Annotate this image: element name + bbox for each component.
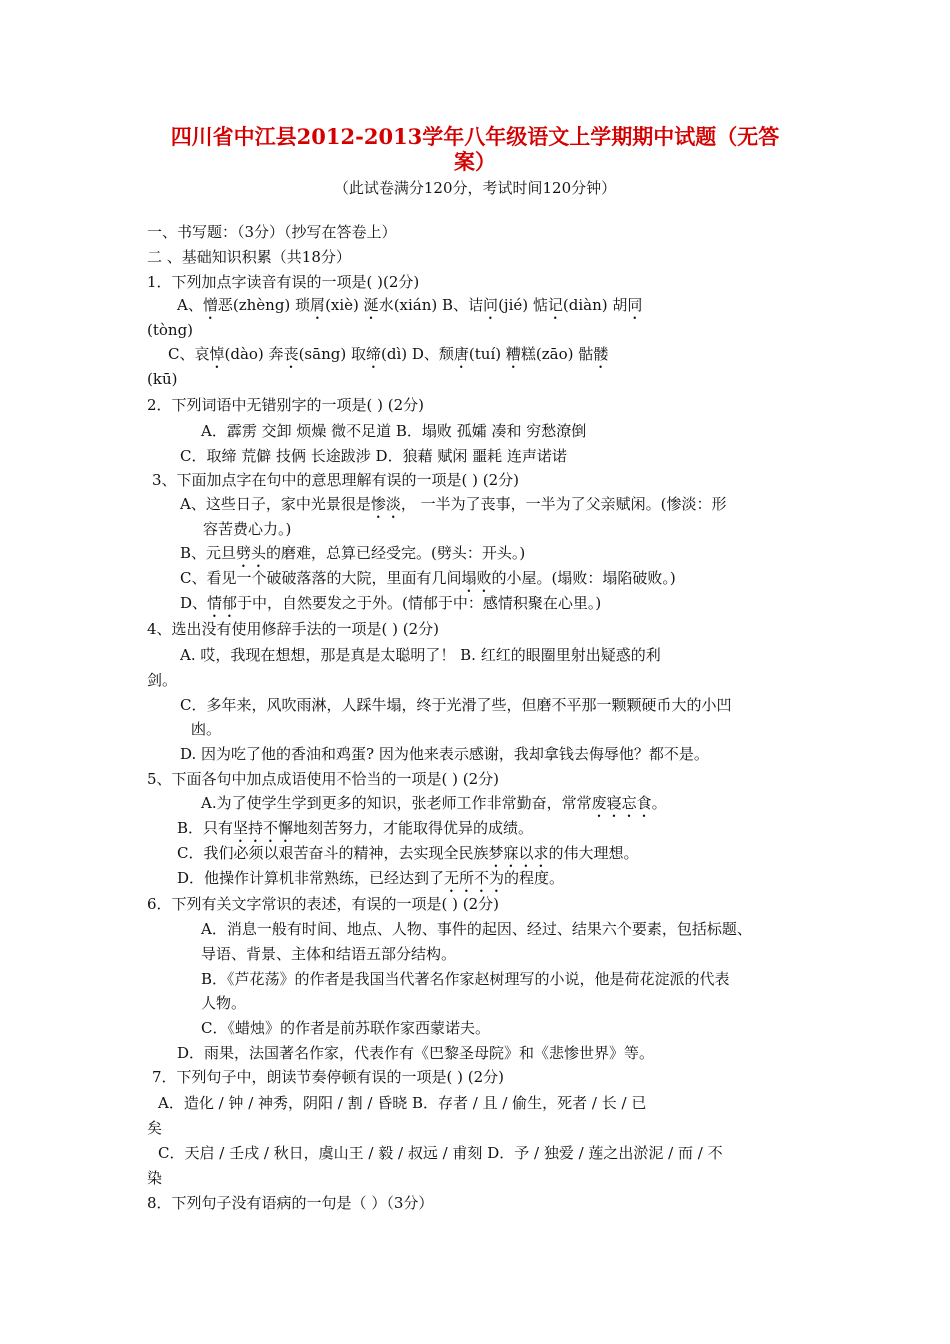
text-line	[147, 1118, 162, 1138]
text-segment: 8．下列句子没有语病的一句是（ ）（3分）	[147, 1194, 434, 1212]
text-line	[201, 793, 667, 821]
text-segment: A. 哎，我现在想想，那是真是太聪明了！ B. 红红的眼圈里射出疑惑的利	[180, 646, 661, 664]
text-segment: (jié) 惦	[498, 296, 548, 314]
text-segment: 恶(zhèng) 琐	[217, 296, 311, 314]
text-segment: (dì) D、颓	[380, 345, 454, 363]
emphasized-text: 涎	[363, 296, 379, 314]
emphasized-text: 唐	[453, 345, 469, 363]
text-line	[147, 369, 177, 389]
text-line	[180, 543, 525, 571]
emphasized-text: 坚持不懈	[233, 819, 294, 837]
text-segment: (tuí)	[468, 345, 506, 363]
emphasized-text: 梦寐以求	[488, 844, 549, 862]
text-line	[177, 843, 639, 871]
text-segment: 的磨难，总算已经受完。(劈头：开头。)	[266, 544, 526, 562]
text-segment: A．霹雳 交卸 烦燥 微不足道 B．塌败 孤孀 凑和 穷愁潦倒	[201, 422, 587, 440]
text-line	[180, 645, 661, 665]
text-segment: 凼。	[191, 720, 222, 738]
emphasized-text: 丧	[283, 345, 299, 363]
emphasized-text: 情郁	[207, 594, 238, 612]
text-segment: D. 因为吃了他的香油和鸡蛋? 因为他来表示感谢，我却拿钱去侮辱他？都不是。	[180, 745, 709, 763]
document-title-line-2: 案）	[454, 149, 496, 174]
text-line	[180, 494, 726, 522]
text-segment: (dào) 奔	[224, 345, 284, 363]
text-line	[180, 568, 676, 596]
text-line	[147, 1193, 433, 1213]
emphasized-text: 无所不为	[444, 869, 505, 887]
text-line	[147, 619, 439, 639]
document-title-line-1: 四川省中江县2012-2013学年八年级语文上学期期中试题（无答	[170, 124, 780, 149]
text-segment: 的程度。	[504, 869, 565, 887]
text-segment: (xiè)	[325, 296, 364, 314]
text-segment: 二 、基础知识积累（共18分）	[147, 248, 351, 266]
text-segment: 3、下面加点字在句中的意思理解有误的一项是( ) (2分)	[152, 471, 520, 489]
text-segment: C．天启 / 壬戌 / 秋日，虞山王 / 毅 / 叔远 / 甫刻 D．予 / 独爱 / 莲之出淤泥 / 而 / 不	[158, 1144, 723, 1162]
text-segment: D、	[180, 594, 208, 612]
emphasized-text: 劈头	[236, 544, 267, 562]
text-line	[147, 320, 193, 340]
exam-info: （此试卷满分120分，考试时间120分钟）	[333, 179, 617, 197]
text-line	[180, 744, 709, 764]
text-segment: B．只有	[177, 819, 234, 837]
text-line	[201, 1018, 490, 1038]
text-line	[201, 944, 456, 964]
text-segment: A、这些日子，家中光景很是	[180, 495, 371, 513]
text-segment: 7．下列句子中，朗读节奏停顿有误的一项是( ) (2分)	[152, 1068, 505, 1086]
text-segment: 6．下列有关文字常识的表述，有误的一项是( ) (2分)	[147, 895, 500, 913]
text-segment: 导语、背景、主体和结语五部分结构。	[201, 945, 457, 963]
emphasized-text: 缔	[365, 345, 381, 363]
text-line	[147, 894, 499, 914]
text-line	[180, 446, 567, 466]
text-segment: C．多年来，风吹雨淋，人踩牛塌，终于光滑了些，但磨不平那一颗颗硬币大的小凹	[180, 696, 732, 714]
emphasized-text: 记	[547, 296, 563, 314]
text-line	[152, 470, 519, 490]
text-segment: C．《蜡烛》的作者是前苏联作家西蒙诺夫。	[201, 1019, 490, 1037]
text-line	[177, 868, 564, 896]
text-line	[168, 344, 608, 372]
emphasized-text: 同	[627, 296, 643, 314]
text-segment: 4、选出没有使用修辞手法的一项是( ) (2分)	[147, 620, 440, 638]
text-segment: C．取缔 荒僻 技俩 长途跋涉 D．狼藉 赋闲 噩耗 连声诺诺	[180, 447, 567, 465]
text-segment: 糕(zāo) 骷	[520, 345, 594, 363]
text-segment: 人物。	[201, 994, 247, 1012]
text-line	[177, 295, 642, 323]
text-segment: A．造化 / 钟 / 神秀，阴阳 / 割 / 昏晓 B．存者 / 且 / 偷生，死者 / 长 / 已	[158, 1094, 647, 1112]
text-line	[158, 1143, 723, 1163]
emphasized-text: 髅	[593, 345, 609, 363]
text-line	[201, 919, 752, 939]
text-line	[191, 719, 221, 739]
text-segment: D．他操作计算机非常熟练，已经达到了	[177, 869, 445, 887]
text-segment: 水(xián) B、诘	[378, 296, 484, 314]
text-segment: 的小屋。(塌败：塌陷破败。)	[491, 569, 676, 587]
emphasized-text: 废寝忘食	[591, 794, 652, 812]
text-segment: C、哀	[168, 345, 210, 363]
text-segment: B．《芦花荡》的作者是我国当代著名作家赵树理写的小说，他是荷花淀派的代表	[201, 970, 730, 988]
text-segment: (tòng)	[147, 321, 194, 339]
text-segment: 的伟大理想。	[548, 844, 639, 862]
text-line	[177, 818, 533, 846]
text-line	[201, 993, 246, 1013]
text-line	[180, 593, 601, 621]
text-line	[147, 272, 419, 292]
text-segment: A.为了使学生学到更多的知识，张老师工作非常勤奋，常常	[201, 794, 592, 812]
text-segment: A、	[177, 296, 203, 314]
text-segment: 2．下列词语中无错别字的一项是( ) (2分)	[147, 396, 425, 414]
text-segment: 5、下面各句中加点成语使用不恰当的一项是( ) (2分)	[147, 770, 500, 788]
emphasized-text: 悼	[209, 345, 225, 363]
text-line	[147, 222, 397, 242]
text-segment: D．雨果，法国著名作家，代表作有《巴黎圣母院》和《悲惨世界》等。	[177, 1044, 655, 1062]
text-segment: 1．下列加点字读音有误的一项是( )(2分)	[147, 273, 420, 291]
text-line	[158, 1093, 646, 1113]
emphasized-text: 憎	[202, 296, 218, 314]
text-line	[201, 969, 730, 989]
emphasized-text: 惨淡	[370, 495, 401, 513]
text-segment: 矣	[147, 1119, 163, 1137]
text-segment: 染	[147, 1169, 163, 1187]
emphasized-text: 糟	[505, 345, 521, 363]
text-line	[147, 670, 177, 690]
text-segment: ， 一半为了丧事，一半为了父亲赋闲。(惨淡：形	[400, 495, 727, 513]
text-segment: 容苦费心力。)	[203, 520, 292, 538]
text-segment: (sāng) 取	[298, 345, 366, 363]
text-line	[147, 1168, 162, 1188]
emphasized-text: 屑	[310, 296, 326, 314]
text-segment: (kū)	[147, 370, 178, 388]
text-line	[147, 769, 499, 789]
text-line	[201, 421, 586, 441]
text-segment: C、看见一个破破落落的大院，里面有几间	[180, 569, 462, 587]
text-segment: 剑。	[147, 671, 178, 689]
text-line	[203, 519, 291, 539]
text-segment: 于中，自然要发之于外。(情郁于中：感情积聚在心里。)	[237, 594, 602, 612]
text-segment: C．我们必须以艰苦奋斗的精神，去实现全民族	[177, 844, 489, 862]
text-line	[152, 1067, 504, 1087]
text-segment: B、元旦	[180, 544, 237, 562]
text-line	[180, 695, 731, 715]
text-segment: 。	[651, 794, 667, 812]
emphasized-text: 塌败	[461, 569, 492, 587]
text-line	[177, 1043, 654, 1063]
text-segment: (diàn) 胡	[562, 296, 628, 314]
text-segment: 地刻苦努力，才能取得优异的成绩。	[293, 819, 534, 837]
emphasized-text: 问	[483, 296, 499, 314]
text-line	[147, 395, 424, 415]
text-line	[147, 247, 351, 267]
text-segment: 一、书写题：（3分）（抄写在答卷上）	[147, 223, 397, 241]
text-segment: A．消息一般有时间、地点、人物、事件的起因、经过、结果六个要素，包括标题、	[201, 920, 752, 938]
